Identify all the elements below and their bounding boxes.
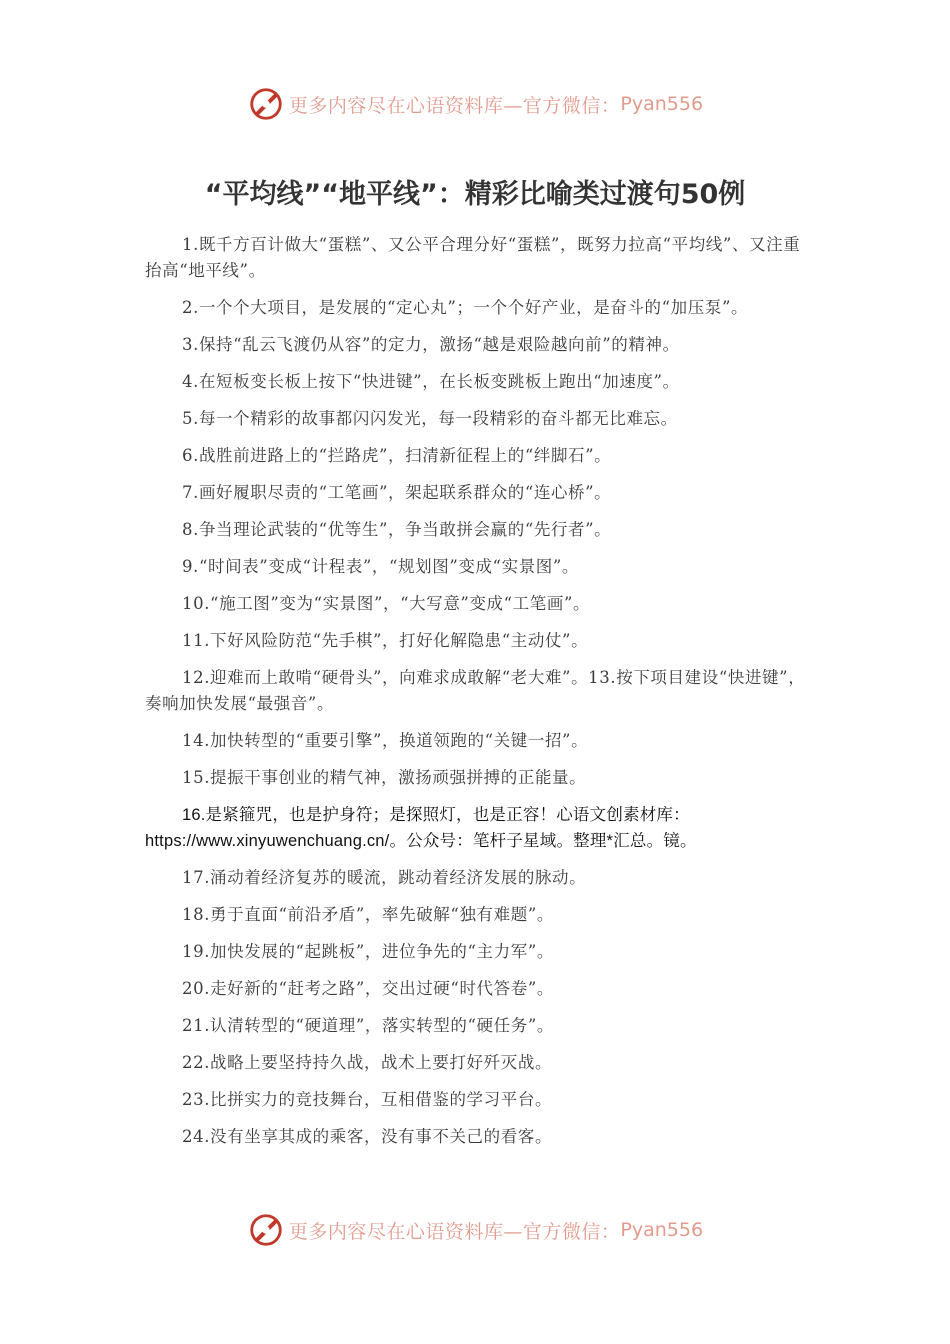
list-item: 5.每一个精彩的故事都闪闪发光，每一段精彩的奋斗都无比难忘。 xyxy=(182,409,678,428)
list-item: 12.迎难而上敢啃“硬骨头”，向难求成敢解“老大难”。13.按下项目建设“快进键”，奏响加快发展“最强音”。 xyxy=(145,668,806,713)
list-item: 2.一个个大项目，是发展的“定心丸”；一个个好产业，是奋斗的“加压泵”。 xyxy=(182,298,749,317)
list-item: 10.“施工图”变为“实景图”，“大写意”变成“工笔画”。 xyxy=(182,594,591,613)
list-item: 22.战略上要坚持持久战，战术上要打好歼灭战。 xyxy=(182,1053,553,1072)
banner-tagline: 更多内容尽在心语资料库—官方微信： xyxy=(288,94,621,117)
document-body xyxy=(145,232,809,1161)
list-item: 24.没有坐享其成的乘客，没有事不关己的看客。 xyxy=(182,1127,553,1146)
list-item: 8.争当理论武装的“优等生”，争当敢拼会赢的“先行者”。 xyxy=(182,520,612,539)
list-item: 14.加快转型的“重要引擎”，换道领跑的“关键一招”。 xyxy=(182,731,589,750)
list-item: 20.走好新的“赶考之路”，交出过硬“时代答卷”。 xyxy=(182,979,554,998)
header-banner xyxy=(0,82,950,126)
list-item: 4.在短板变长板上按下“快进键”，在长板变跳板上跑出“加速度”。 xyxy=(182,372,680,391)
list-item: 21.认清转型的“硬道理”，落实转型的“硬任务”。 xyxy=(182,1016,554,1035)
list-item: 9.“时间表”变成“计程表”，“规划图”变成“实景图”。 xyxy=(182,557,580,576)
list-item: 18.勇于直面“前沿矛盾”，率先破解“独有难题”。 xyxy=(182,905,554,924)
list-item: 7.画好履职尽责的“工笔画”，架起联系群众的“连心桥”。 xyxy=(182,483,612,502)
list-item: 6.战胜前进路上的“拦路虎”，扫清新征程上的“绊脚石”。 xyxy=(182,446,612,465)
list-item: 19.加快发展的“起跳板”，进位争先的“主力军”。 xyxy=(182,942,554,961)
list-item: 15.提振干事创业的精气神，激扬顽强拼搏的正能量。 xyxy=(182,768,587,787)
list-item: 1.既千方百计做大“蛋糕”、又公平合理分好“蛋糕”，既努力拉高“平均线”、又注重抬高“地平线”。 xyxy=(145,235,801,280)
list-item: 11.下好风险防范“先手棋”，打好化解隐患“主动仗”。 xyxy=(182,631,589,650)
list-item: 17.涌动着经济复苏的暖流，跳动着经济发展的脉动。 xyxy=(182,868,587,887)
list-item: 23.比拼实力的竞技舞台，互相借鉴的学习平台。 xyxy=(182,1090,553,1109)
pen-logo-icon xyxy=(247,85,285,123)
banner-wechat-id: Pyan556 xyxy=(620,93,704,115)
pen-logo-icon xyxy=(247,1211,285,1249)
footer-banner xyxy=(0,1208,950,1252)
banner-wechat-id: Pyan556 xyxy=(620,1219,704,1241)
list-item: 3.保持“乱云飞渡仍从容”的定力，激扬“越是艰险越向前”的精神。 xyxy=(182,335,680,354)
page-title: “平均线”“地平线”：精彩比喻类过渡句50例 xyxy=(204,179,746,210)
banner-tagline: 更多内容尽在心语资料库—官方微信： xyxy=(288,1220,621,1243)
list-item-source-note: 16.是紧箍咒，也是护身符；是探照灯，也是正容！心语文创素材库：https://www.xinyuwenchuang.cn/。公众号：笔杆子星域。整理*汇总。镜。 xyxy=(145,806,697,850)
